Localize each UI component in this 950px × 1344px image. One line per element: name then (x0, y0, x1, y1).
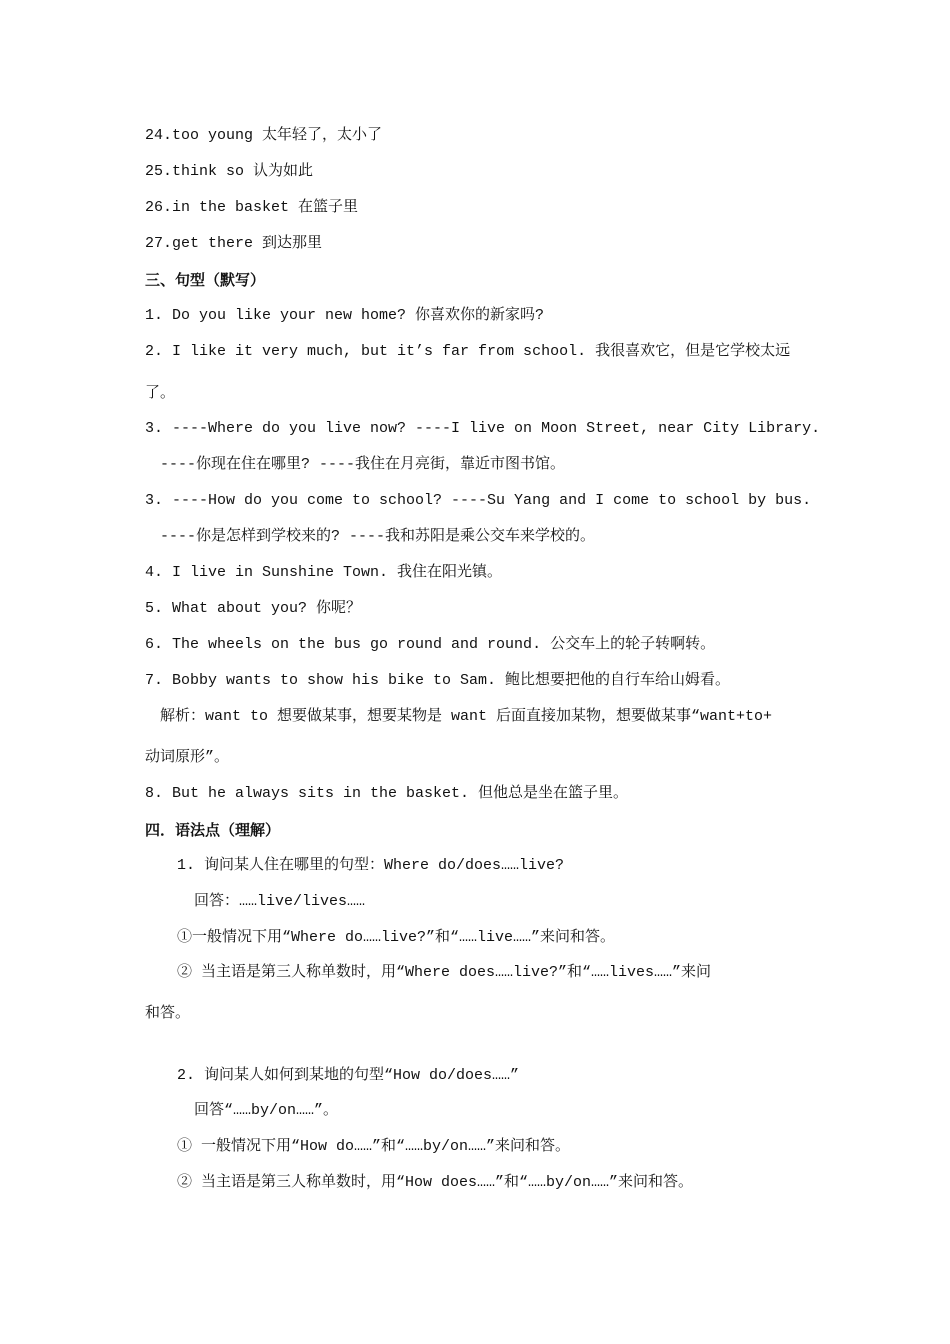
sentence-6: 6. The wheels on the bus go round and round. 公交车上的轮子转啊转。 (145, 636, 716, 653)
vocab-item-26: 26.in the basket 在篮子里 (145, 199, 359, 216)
section-3-heading: 三、句型（默写） (145, 271, 266, 289)
sentence-2: 2. I like it very much, but it’s far from school. 我很喜欢它，但是它学校太远 (145, 343, 791, 360)
grammar-point-2: 2. 询问某人如何到某地的句型“How do/does……” (177, 1067, 520, 1084)
grammar-point-1-answer: 回答：……live/lives…… (194, 893, 366, 910)
vocab-item-24: 24.too young 太年轻了，太小了 (145, 127, 383, 144)
vocab-item-27: 27.get there 到达那里 (145, 235, 323, 252)
sentence-3b-translation: ----你是怎样到学校来的? ----我和苏阳是乘公交车来学校的。 (160, 528, 596, 545)
sentence-7: 7. Bobby wants to show his bike to Sam. 鲍比想要把他的自行车给山姆看。 (145, 672, 731, 689)
grammar-point-2-case-2: ② 当主语是第三人称单数时，用“How does……”和“……by/on……”来问和答。 (177, 1174, 694, 1191)
grammar-point-1-case-1: ①一般情况下用“Where do……live?”和“……live……”来问和答。 (177, 929, 616, 946)
vocab-item-25: 25.think so 认为如此 (145, 163, 314, 180)
grammar-point-1: 1. 询问某人住在哪里的句型：Where do/does……live? (177, 857, 565, 874)
sentence-3b-dialogue: 3. ----How do you come to school? ----Su Yang and I come to school by bus. (145, 492, 812, 509)
grammar-point-2-answer: 回答“……by/on……”。 (194, 1102, 339, 1119)
section-4-heading: 四．语法点（理解） (145, 821, 281, 839)
grammar-point-2-case-1: ① 一般情况下用“How do……”和“……by/on……”来问和答。 (177, 1138, 571, 1155)
grammar-point-1-case-2: ② 当主语是第三人称单数时，用“Where does……live?”和“……lives……”来问 (177, 964, 712, 981)
sentence-5: 5. What about you? 你呢？ (145, 600, 362, 617)
analysis-note-continued: 动词原形”。 (145, 749, 230, 766)
sentence-3-translation: ----你现在住在哪里? ----我住在月亮街，靠近市图书馆。 (160, 456, 566, 473)
grammar-point-1-case-2-continued: 和答。 (145, 1005, 191, 1022)
sentence-8: 8. But he always sits in the basket. 但他总是坐在篮子里。 (145, 785, 629, 802)
sentence-4: 4. I live in Sunshine Town. 我住在阳光镇。 (145, 564, 503, 581)
analysis-note: 解析：want to 想要做某事，想要某物是 want 后面直接加某物，想要做某事“want+to+ (160, 708, 773, 725)
sentence-2-continued: 了。 (145, 385, 176, 402)
sentence-1: 1. Do you like your new home? 你喜欢你的新家吗? (145, 307, 545, 324)
sentence-3-dialogue: 3. ----Where do you live now? ----I live on Moon Street, near City Library. (145, 420, 821, 437)
